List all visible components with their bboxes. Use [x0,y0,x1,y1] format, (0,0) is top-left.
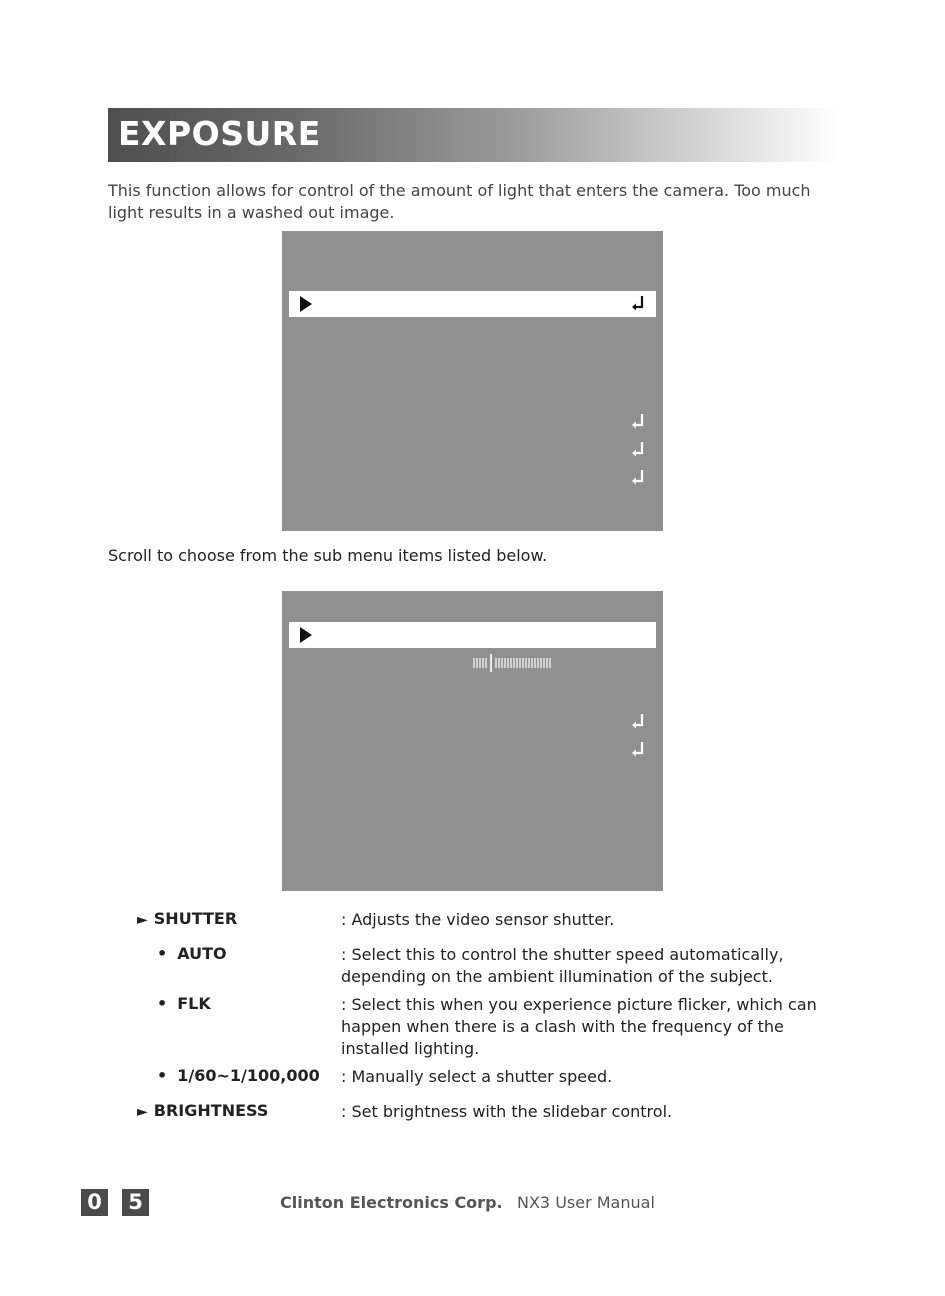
bullet-icon: • [157,944,168,963]
section-title: EXPOSURE [118,114,321,153]
footer-company: Clinton Electronics Corp. [280,1193,503,1212]
osd-menu-screen-main [282,231,663,531]
enter-return-icon [631,713,645,729]
page-number-digit: 5 [122,1189,149,1216]
description-definition: : Select this when you experience picture flicker, which can happen when there is a clash with the frequency of the installed lighting. [341,995,817,1058]
triangle-right-icon: ► [137,1104,148,1120]
description-definition: : Select this to control the shutter speed automatically, depending on the ambient illumination of the subject. [341,945,784,986]
description-term [157,1066,320,1085]
brightness-slider-icon [473,654,553,672]
term-label: AUTO [177,944,227,963]
triangle-right-icon [300,627,312,643]
description-term [137,909,237,928]
term-label: 1/60~1/100,000 [177,1066,320,1085]
osd-menu-screen-exposure [282,591,663,891]
description-definition: : Adjusts the video sensor shutter. [341,910,615,929]
enter-return-icon [631,441,645,457]
enter-return-icon [631,413,645,429]
term-label: FLK [177,994,211,1013]
footer-manual-title: NX3 User Manual [517,1193,655,1212]
section-title-bar [108,108,838,162]
enter-return-icon [631,469,645,485]
triangle-right-icon: ► [137,912,148,928]
term-label: SHUTTER [153,909,238,928]
osd-highlighted-row [289,622,656,648]
description-definition: : Set brightness with the slidebar control. [341,1102,673,1121]
page-number-digit: 0 [81,1189,108,1216]
bullet-icon: • [157,994,168,1013]
scroll-instruction: Scroll to choose from the sub menu items listed below. [108,546,548,565]
description-term [137,1101,268,1120]
description-term [157,944,227,963]
enter-return-icon [631,741,645,757]
triangle-right-icon [300,296,312,312]
term-label: BRIGHTNESS [153,1101,269,1120]
osd-highlighted-row [289,291,656,317]
enter-return-icon [631,295,645,311]
bullet-icon: • [157,1066,168,1085]
intro-paragraph: This function allows for control of the amount of light that enters the camera. Too much light results in a washed out image. [108,181,811,222]
description-term [157,994,211,1013]
description-definition: : Manually select a shutter speed. [341,1067,613,1086]
